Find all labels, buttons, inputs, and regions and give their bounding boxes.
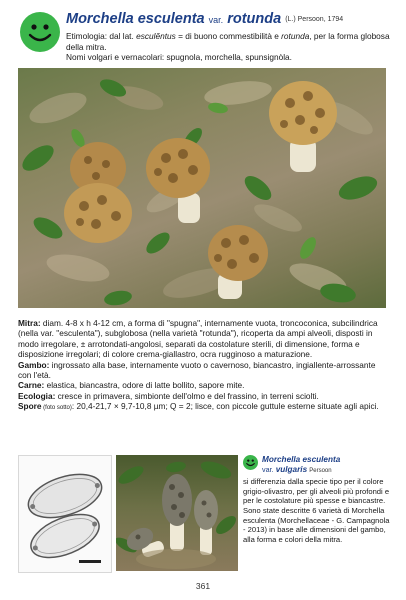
gambo-text: ingrossato alla base, internamente vuoto o cavernoso, biancastro, ingiallente-arrossante con l'età. xyxy=(18,359,376,381)
smiley-icon xyxy=(20,12,60,52)
etymology-text: Etimologia: dal lat. xyxy=(66,31,137,41)
var-label: var. xyxy=(208,15,224,25)
page-number: 361 xyxy=(195,581,211,591)
note-var-label: var. xyxy=(262,464,274,474)
mitra-label: Mitra: xyxy=(18,318,41,328)
carne-label: Carne: xyxy=(18,380,45,391)
note-title: Morchella esculenta xyxy=(262,455,341,464)
carne-paragraph xyxy=(18,380,388,390)
note-text: si differenzia dalla specie tipo per il colore grigio-olivastro, per gli alveoli più profondi e per le costolature più spesse e biancastre. Sono state descritte 6 varietà di Morchella esculenta (Morchellaceae - G. Campagnola - 2013) in base alle dimensioni del gambo, alla forma e colori della mitra. xyxy=(243,477,390,544)
gambo-label: Gambo: xyxy=(18,359,50,370)
etymology-latin: esculĕntus xyxy=(136,31,176,41)
variety-photo xyxy=(116,455,238,571)
note-heading xyxy=(243,455,391,476)
etymology-latin: rotunda xyxy=(281,31,310,41)
note-variety-name: vulgaris xyxy=(275,464,308,474)
variety-note xyxy=(243,455,391,544)
description xyxy=(18,318,388,414)
gambo-paragraph xyxy=(18,360,388,381)
etymology-text: , per la forma globosa della mitra. xyxy=(66,31,390,52)
spore-text: : 20,4-21,7 × 9,7-10,8 µm; Q = 2; lisce, con piccole guttule esterne situate agli apici. xyxy=(71,401,379,412)
author: (L.) Persoon, 1794 xyxy=(285,16,344,23)
species-title xyxy=(66,11,390,29)
note-author: Persoon xyxy=(309,467,332,474)
spore-note: (foto sotto) xyxy=(41,405,72,412)
carne-text: elastica, biancastra, odore di latte bollito, sapore mite. xyxy=(44,380,245,391)
main-photo xyxy=(18,68,386,308)
header-text xyxy=(66,11,390,63)
species-name: Morchella esculenta xyxy=(66,11,205,27)
etymology xyxy=(66,31,390,52)
smiley-icon xyxy=(243,455,258,470)
etymology-text: = di buono commestibilità e xyxy=(175,31,282,41)
vernacular-names: Nomi volgari e vernacolari: spugnola, morchella, spunsignòla. xyxy=(66,52,292,62)
ecologia-paragraph xyxy=(18,391,388,401)
spore-label: Spore xyxy=(18,401,42,412)
spore-micrograph xyxy=(18,455,112,573)
variety-name: rotunda xyxy=(227,11,282,27)
ecologia-text: cresce in primavera, simbionte dell'olmo e del frassino, in terreni sciolti. xyxy=(55,390,319,401)
mitra-paragraph xyxy=(18,318,388,360)
mitra-text: diam. 4-8 x h 4-12 cm, a forma di "spugna", internamente vuota, troncoconica, subcilindrica (nella var. "esculenta"), subglobosa (nella varietà "rotunda"), ricoperta da ampi alveoli, disposti in modo irregolare, ± arrotondati-angolosi, separati da costolature sterili, di dimensione, forma e disposizione irregolari; di colore crema-giallastro, ocra rugginoso a maturazione. xyxy=(18,318,378,360)
spore-paragraph xyxy=(18,401,388,413)
ecologia-label: Ecologia: xyxy=(18,390,56,401)
